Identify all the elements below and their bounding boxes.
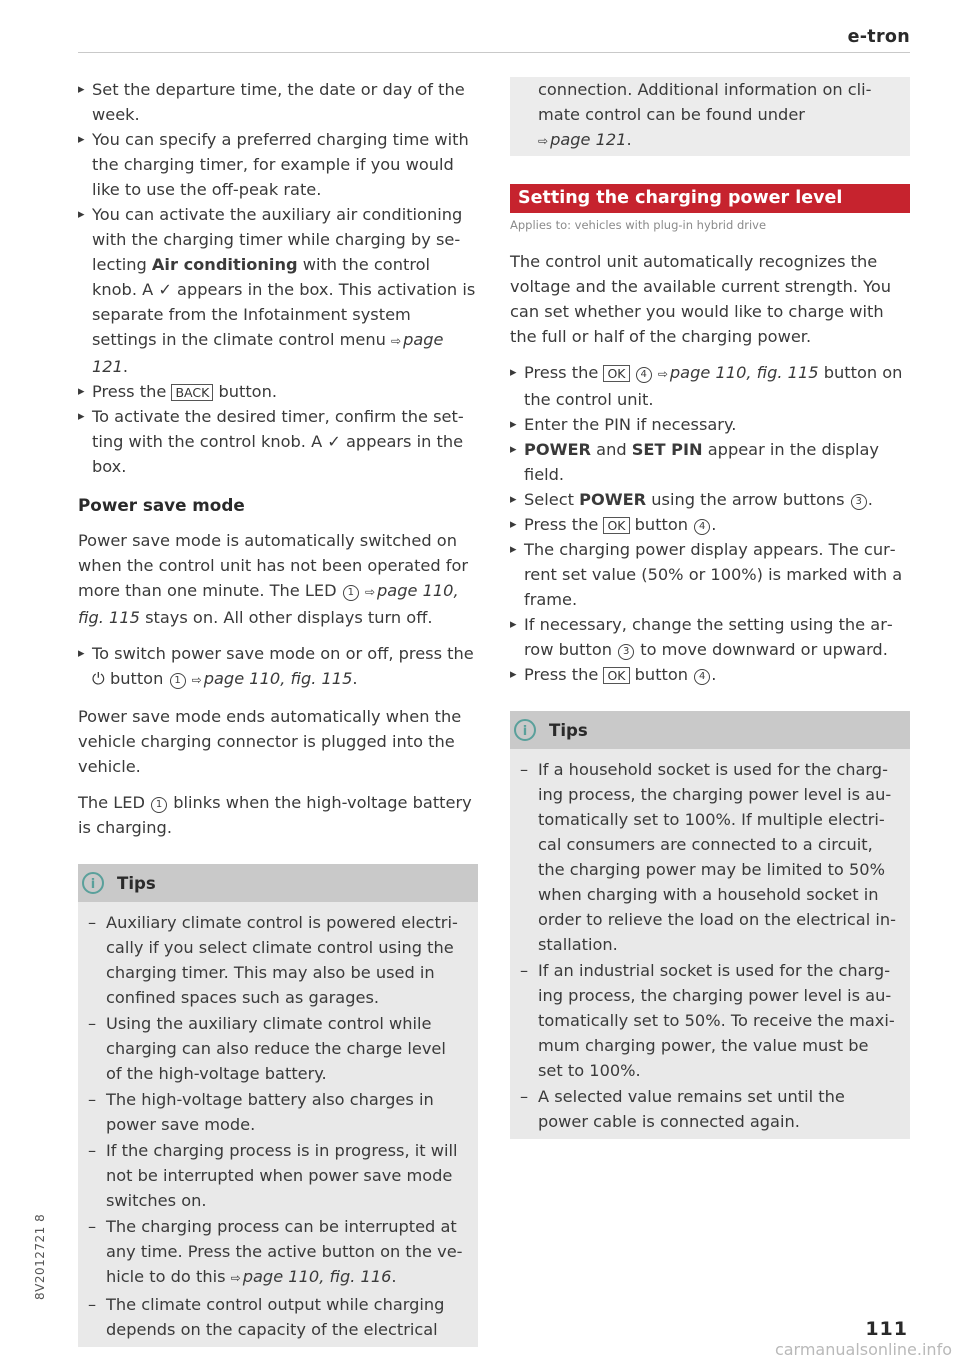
tips-header: [78, 864, 478, 902]
paragraph: The control unit automatically recognizes the voltage and the available current strength. You can set whether you would like to charge with the full or half of the charging power.: [510, 252, 892, 346]
callout-number: 3: [618, 644, 634, 660]
section-heading-charging-power: Setting the charging power level: [510, 184, 910, 213]
tips-title: Tips: [117, 873, 156, 893]
list-item: ▸ Set the departure time, the date or day of the week.: [78, 77, 478, 127]
tip-item: – The climate control output while charging depends on the capacity of the electrical: [88, 1292, 466, 1342]
page-header-title: e-tron: [847, 27, 910, 47]
text-run: You can activate the auxiliary air conditioning with the charging timer while charging by selecting: [92, 205, 463, 274]
tips-box-left: [78, 864, 478, 1347]
page-reference-link[interactable]: ⇨ page 121: [92, 330, 444, 376]
tip-item: – A selected value remains set until the power cable is connected again.: [520, 1084, 898, 1134]
continued-tips-box: connection. Additional information on climate control can be found under ⇨ page 121.: [510, 77, 910, 156]
step-item: ▸ The charging power display appears. The current set value (50% or 100%) is marked with a frame.: [510, 537, 910, 612]
power-icon: ⏻: [92, 669, 105, 688]
step-item: ▸ Enter the PIN if necessary.: [510, 412, 910, 437]
text-run: connection. Additional information on climate control can be found under: [538, 80, 872, 124]
bold-term: POWER: [524, 440, 592, 459]
tips-box-right: [510, 711, 910, 1139]
list-item: ▸ You can specify a preferred charging time with the charging timer, for example if you would like to use the off-peak rate.: [78, 127, 478, 202]
bold-term: POWER: [579, 490, 647, 509]
page-reference-link[interactable]: ⇨ page 110, fig. 115: [78, 581, 459, 627]
callout-number: 4: [694, 519, 710, 535]
page-number: 111: [865, 1318, 908, 1340]
step-item: ▸ Press the OK button 4 .: [510, 662, 910, 687]
back-key-label: BACK: [171, 384, 213, 401]
info-icon: i: [82, 872, 104, 894]
page-reference-link[interactable]: ⇨ page 110, fig. 116: [230, 1267, 392, 1286]
step-item: ▸ POWER and SET PIN appear in the display field.: [510, 437, 910, 487]
left-column: [78, 77, 478, 1347]
bold-term: SET PIN: [631, 440, 703, 459]
tips-header: [510, 711, 910, 749]
tip-item: – Auxiliary climate control is powered electrically if you select climate control using the charging timer. This may also be used in confined spaces such as garages.: [88, 910, 466, 1010]
tip-item: – The high-voltage battery also charges in power save mode.: [88, 1087, 466, 1137]
page-reference-link[interactable]: ⇨ page 110, fig. 115: [657, 363, 819, 382]
document-code: 8V2012721 8: [33, 1213, 47, 1300]
callout-number: 4: [694, 669, 710, 685]
paragraph: The LED 1 blinks when the high-voltage battery is charging.: [78, 793, 472, 837]
list-item: ▸ To switch power save mode on or off, press the ⏻ button 1 ⇨ page 110, fig. 115.: [78, 641, 478, 693]
tips-list: [78, 902, 478, 1342]
paragraph: Power save mode ends automatically when the vehicle charging connector is plugged into the vehicle.: [78, 707, 462, 776]
tip-item: – Using the auxiliary climate control while charging can also reduce the charge level of the high-voltage battery.: [88, 1011, 466, 1086]
bold-term: Air conditioning: [151, 255, 298, 274]
text-run: with the control knob. A ✓ appears in the box. This activation is separate from the Infotainment system settings in the climate control menu: [92, 255, 476, 349]
list-item: ▸ You can activate the auxiliary air conditioning with the charging timer while charging by selecting Air conditioning with the control knob. A ✓ appears in the box. This activation is separate from the Infotainment system settings in the climate control menu ⇨ page 121.: [78, 202, 478, 379]
tips-title: Tips: [549, 720, 588, 740]
step-item: ▸ Press the OK 4 ⇨ page 110, fig. 115 button on the control unit.: [510, 360, 910, 412]
section-heading-power-save: Power save mode: [78, 495, 245, 515]
arrow-right-icon: ⇨: [657, 367, 668, 381]
tip-item: – If a household socket is used for the charging process, the charging power level is automatically set to 100%. If multiple electrical consumers are connected to a circuit, the charging power may be limited to 50% when charging with a household socket in order to relieve the load on the electrical installation.: [520, 757, 898, 957]
arrow-right-icon: ⇨: [191, 673, 202, 687]
callout-number: 3: [851, 494, 867, 510]
tips-list: [510, 749, 910, 1134]
arrow-right-icon: ⇨: [230, 1271, 241, 1285]
tip-item: – If the charging process is in progress, it will not be interrupted when power save mode switches on.: [88, 1138, 466, 1213]
callout-number: 1: [343, 585, 359, 601]
ok-key-label: OK: [603, 517, 629, 534]
arrow-right-icon: ⇨: [391, 334, 402, 348]
callout-number: 4: [636, 367, 652, 383]
right-column: [510, 77, 910, 1139]
paragraph: Power save mode is automatically switched on when the control unit has not been operated for more than one minute. The LED 1 ⇨ page 110, fig. 115 stays on. All other displays turn off.: [78, 531, 469, 627]
page-reference-link[interactable]: ⇨ page 121: [538, 130, 627, 149]
arrow-right-icon: ⇨: [364, 585, 375, 599]
watermark: carmanualsonline.info: [774, 1340, 952, 1359]
list-item: ▸ Press the BACK button.: [78, 379, 478, 404]
arrow-right-icon: ⇨: [538, 134, 549, 148]
list-item: ▸ To activate the desired timer, confirm the setting with the control knob. A ✓ appears in the box.: [78, 404, 478, 479]
step-item: ▸ If necessary, change the setting using the arrow button 3 to move downward or upward.: [510, 612, 910, 662]
step-item: ▸ Select POWER using the arrow buttons 3 .: [510, 487, 910, 512]
callout-number: 1: [170, 673, 186, 689]
tip-item: – If an industrial socket is used for the charging process, the charging power level is automatically set to 50%. To receive the maximum charging power, the value must be set to 100%.: [520, 958, 898, 1083]
ok-key-label: OK: [603, 365, 629, 382]
info-icon: i: [514, 719, 536, 741]
callout-number: 1: [151, 797, 167, 813]
tip-item: – The charging process can be interrupted at any time. Press the active button on the vehicle to do this ⇨ page 110, fig. 116.: [88, 1214, 466, 1291]
applies-to-note: Applies to: vehicles with plug-in hybrid drive: [510, 218, 767, 232]
page-reference-link[interactable]: ⇨ page 110, fig. 115: [191, 669, 353, 688]
step-item: ▸ Press the OK button 4 .: [510, 512, 910, 537]
ok-key-label: OK: [603, 667, 629, 684]
header-rule: [78, 52, 910, 53]
